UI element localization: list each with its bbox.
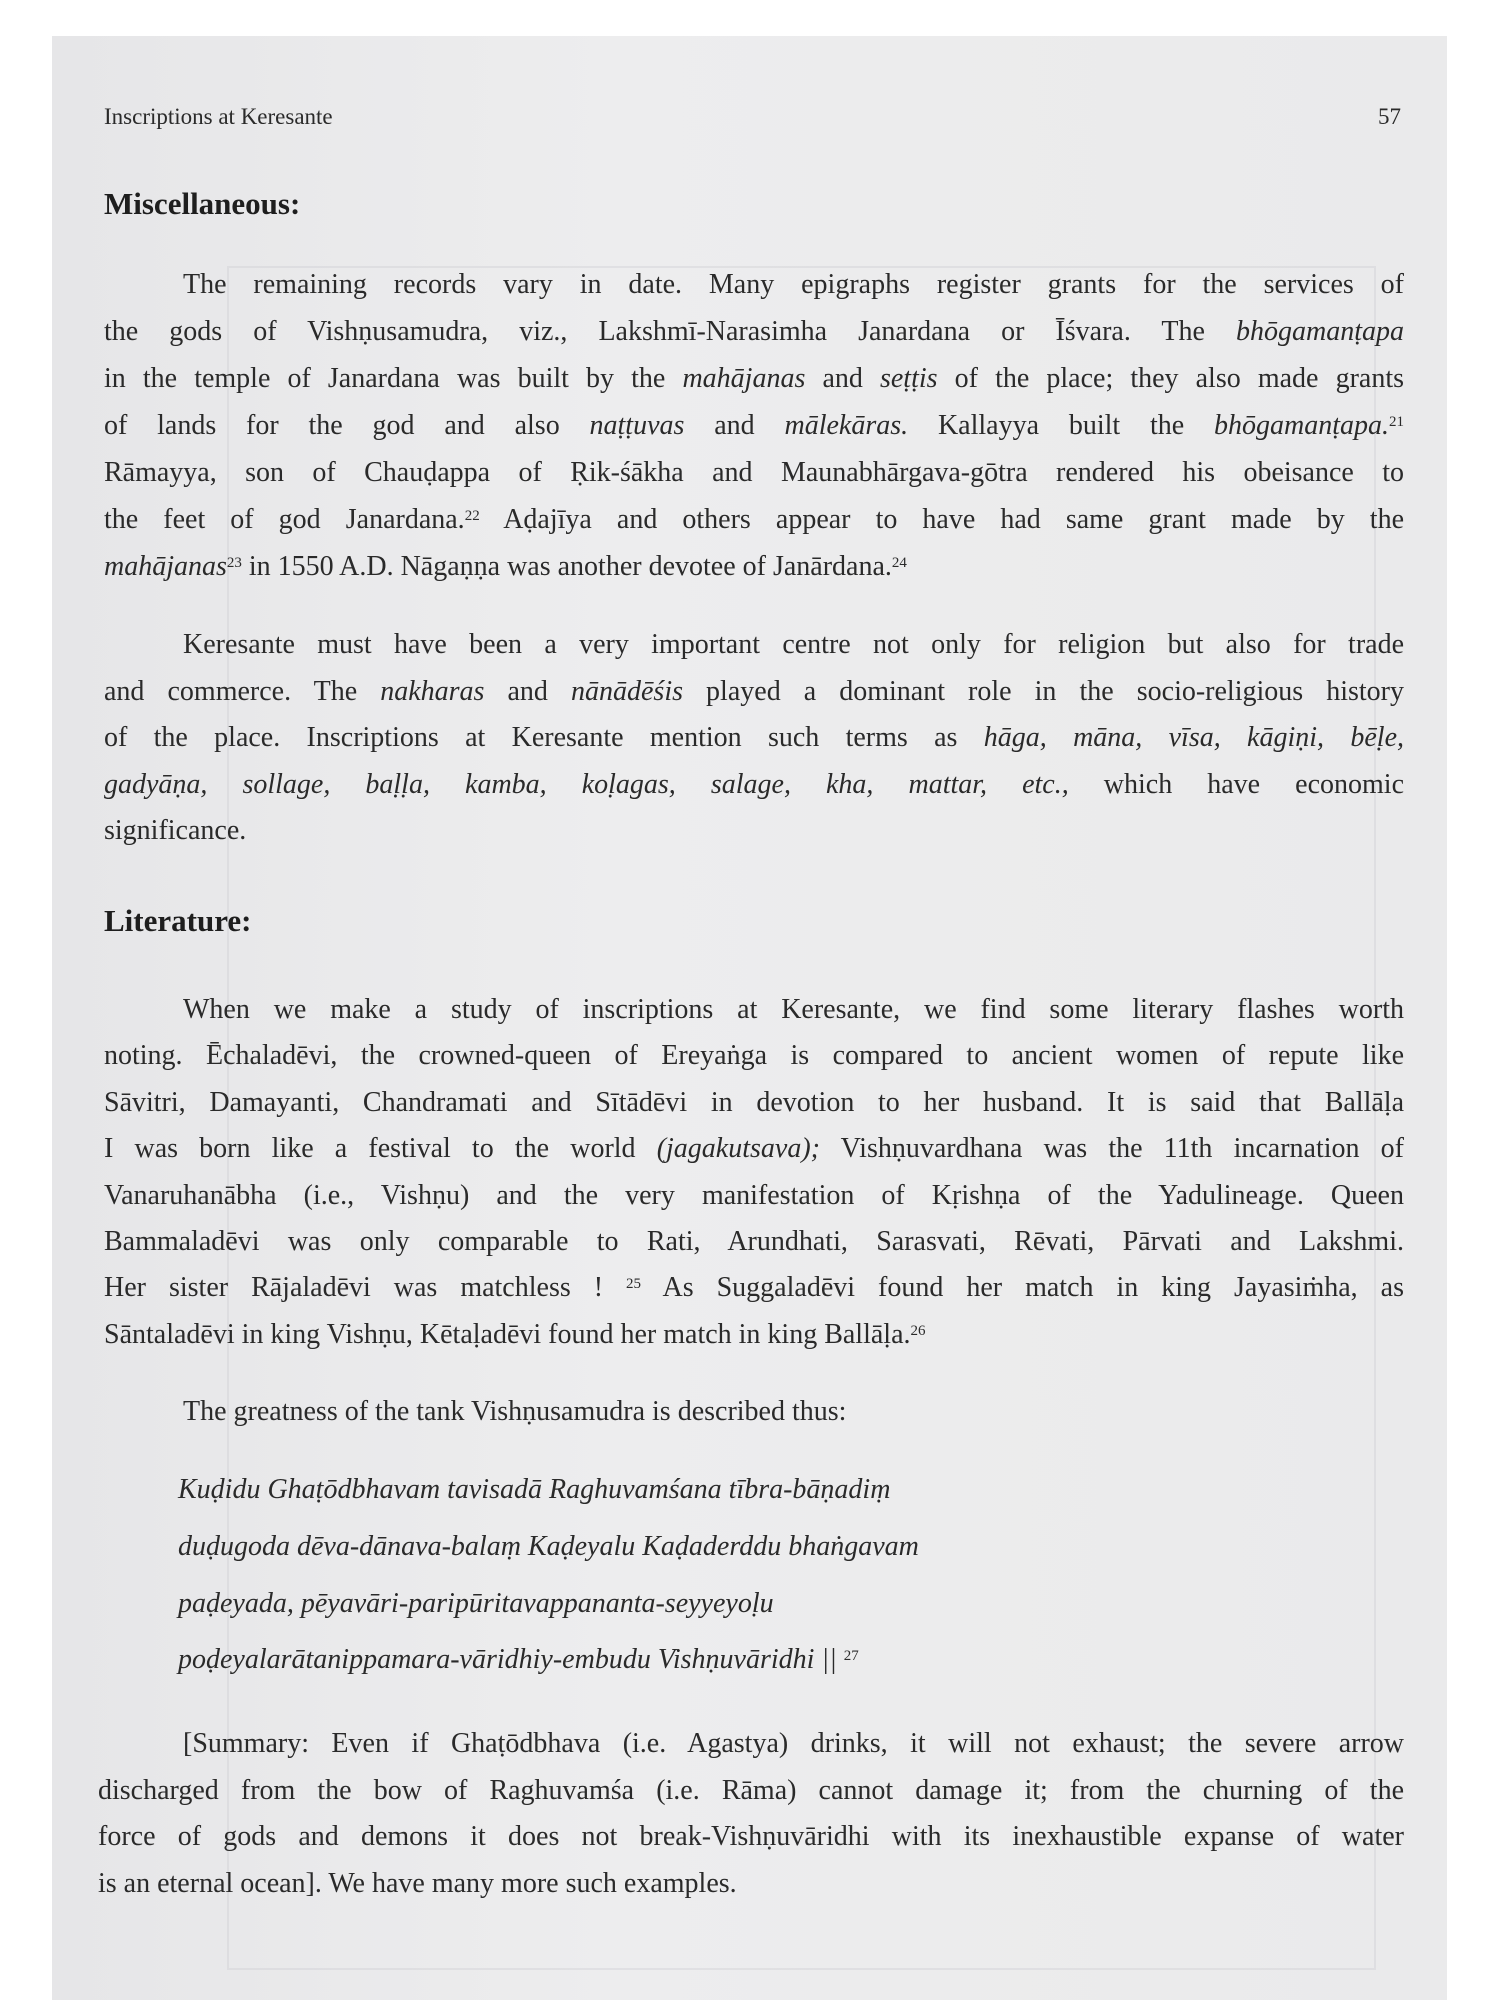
italic-term: nakharas [380, 675, 485, 707]
text-line [98, 1867, 1404, 1901]
text-run: significance. [104, 815, 247, 846]
text-run: Rāmayya, son of Chauḍappa of Ṛik-śākha and Maunabhārgava-gōtra rendered his obeisance to [104, 457, 1404, 488]
heading-miscellaneous: Miscellaneous: [104, 186, 301, 221]
footnote-ref: 27 [843, 1648, 859, 1664]
text-line [104, 1318, 1404, 1352]
italic-term: bhōgamanṭapa. [1214, 410, 1389, 441]
text-run: in the temple of Janardana was built by the [104, 363, 683, 394]
text-line [104, 315, 1404, 349]
italic-term: naṭṭuvas [589, 410, 685, 441]
text-run: which have economic [1068, 768, 1404, 800]
text-run: Vanaruhanābha (i.e., Vishṇu) and the very manifestation of Kṛishṇa of the Yadulineage. Queen [104, 1179, 1404, 1211]
text-line [104, 1039, 1404, 1073]
page-number: 57 [1378, 104, 1401, 129]
text-run: Aḍajīya and others appear to have had same grant made by the [479, 504, 1404, 535]
verse-text: Kuḍidu Ghaṭōdbhavam tavisadā Raghuvamśana tībra-bāṇadiṃ [178, 1474, 891, 1505]
text-line [104, 550, 1404, 584]
text-line [183, 268, 1404, 302]
italic-term: bhōgamanṭapa [1236, 316, 1404, 347]
text-run: When we make a study of inscriptions at Keresante, we find some literary flashes worth [183, 994, 1404, 1025]
text-run: Keresante must have been a very important centre not only for religion but also for trade [183, 629, 1404, 660]
text-run: Kallayya built the [908, 410, 1214, 441]
text-line [183, 1395, 1404, 1429]
text-run: [Summary: Even if Ghaṭōdbhava (i.e. Agastya) drinks, it will not exhaust; the severe arrow [183, 1728, 1404, 1759]
running-title: Inscriptions at Keresante [104, 104, 333, 129]
text-run: of the place; they also made grants [937, 363, 1404, 394]
footnote-ref: 22 [464, 508, 480, 524]
text-run: in 1550 A.D. Nāgaṇṇa was another devotee of Janārdana. [241, 551, 892, 582]
footnote-ref: 23 [226, 555, 242, 571]
text-run: of lands for the god and also [104, 410, 590, 441]
italic-term: mahājanas [682, 363, 806, 394]
italic-term: hāga, māna, vīsa, kāgiṇi, bēḷe, [983, 722, 1404, 753]
text-run: the gods of Vishṇusamudra, viz., Lakshmī-Narasimha Janardana or Īśvara. The [104, 316, 1236, 347]
text-line [104, 675, 1404, 709]
italic-term: mālekāras. [784, 410, 909, 441]
verse-text: poḍeyalarātanippamara-vāridhiy-embudu Vishṇuvāridhi || [178, 1644, 837, 1675]
text-line [104, 1086, 1404, 1120]
text-run: of the place. Inscriptions at Keresante mention such terms as [104, 722, 984, 753]
verse-text: paḍeyada, pēyavāri-paripūritavappananta-seyyeyoḷu [178, 1588, 774, 1619]
text-run: played a dominant role in the socio-religious history [683, 675, 1404, 707]
text-line [104, 409, 1404, 443]
footnote-ref: 21 [1389, 414, 1404, 430]
text-run: Bammaladēvi was only comparable to Rati, Arundhati, Sarasvati, Rēvati, Pārvati and Lakshmi. [104, 1226, 1404, 1257]
text-line [104, 768, 1404, 802]
text-line [104, 362, 1404, 396]
text-run: I was born like a festival to the world [104, 1133, 657, 1165]
text-run: is an eternal ocean]. We have many more such examples. [98, 1867, 737, 1899]
italic-term: gadyāṇa, sollage, baḷḷa, kamba, koḷagas, salage, kha, mattar, etc., [104, 768, 1069, 800]
text-run: Sāvitri, Damayanti, Chandramati and Sītādēvi in devotion to her husband. It is said that Ballāḷa [104, 1086, 1404, 1118]
footnote-ref: 26 [910, 1322, 926, 1339]
text-run: noting. Ēchaladēvi, the crowned-queen of Ereyaṅga is compared to ancient women of repute like [104, 1040, 1404, 1072]
text-line [183, 628, 1404, 662]
text-line [183, 1727, 1404, 1761]
text-run: Sāntaladēvi in king Vishṇu, Kētaḷadēvi found her match in king Ballāḷa. [104, 1318, 911, 1350]
text-run: discharged from the bow of Raghuvamśa (i.e. Rāma) cannot damage it; from the churning of the [98, 1774, 1404, 1806]
text-line [104, 1271, 1404, 1305]
verse-line [178, 1643, 859, 1677]
text-run: and [484, 675, 571, 707]
text-line [104, 1132, 1404, 1166]
text-run: and commerce. The [104, 675, 381, 707]
text-line [98, 1774, 1404, 1808]
text-run: Her sister Rājaladēvi was matchless ! [104, 1272, 627, 1304]
italic-term: (jagakutsava); [656, 1133, 820, 1165]
italic-term: seṭṭis [879, 363, 938, 394]
text-line [104, 1225, 1404, 1259]
text-run: The greatness of the tank Vishṇusamudra is described thus: [183, 1396, 847, 1427]
text-run: force of gods and demons it does not break-Vishṇuvāridhi with its inexhaustible expanse of water [98, 1821, 1404, 1852]
verse-line [178, 1473, 890, 1507]
text-run: and [805, 363, 880, 394]
footnote-ref: 24 [891, 555, 907, 571]
text-line [104, 456, 1404, 490]
italic-term: nānādēśis [571, 675, 683, 707]
text-line [104, 814, 1404, 848]
text-line [104, 1179, 1404, 1213]
text-run: and [684, 410, 785, 441]
verse-line [178, 1530, 919, 1564]
italic-term: mahājanas [104, 551, 227, 582]
verse-line [178, 1587, 774, 1621]
text-line [104, 503, 1404, 537]
text-line [104, 721, 1404, 755]
text-line [98, 1820, 1404, 1854]
text-run: the feet of god Janardana. [104, 504, 465, 535]
text-run: As Suggaladēvi found her match in king Jayasiṁha, as [641, 1272, 1404, 1304]
text-run: The remaining records vary in date. Many epigraphs register grants for the services of [183, 269, 1404, 300]
text-run: Vishṇuvardhana was the 11th incarnation of [820, 1133, 1404, 1165]
heading-literature: Literature: [104, 903, 252, 938]
text-line [183, 993, 1404, 1027]
footnote-ref: 25 [626, 1276, 642, 1293]
verse-text: duḍugoda dēva-dānava-balaṃ Kaḍeyalu Kaḍaderddu bhaṅgavam [178, 1531, 919, 1562]
